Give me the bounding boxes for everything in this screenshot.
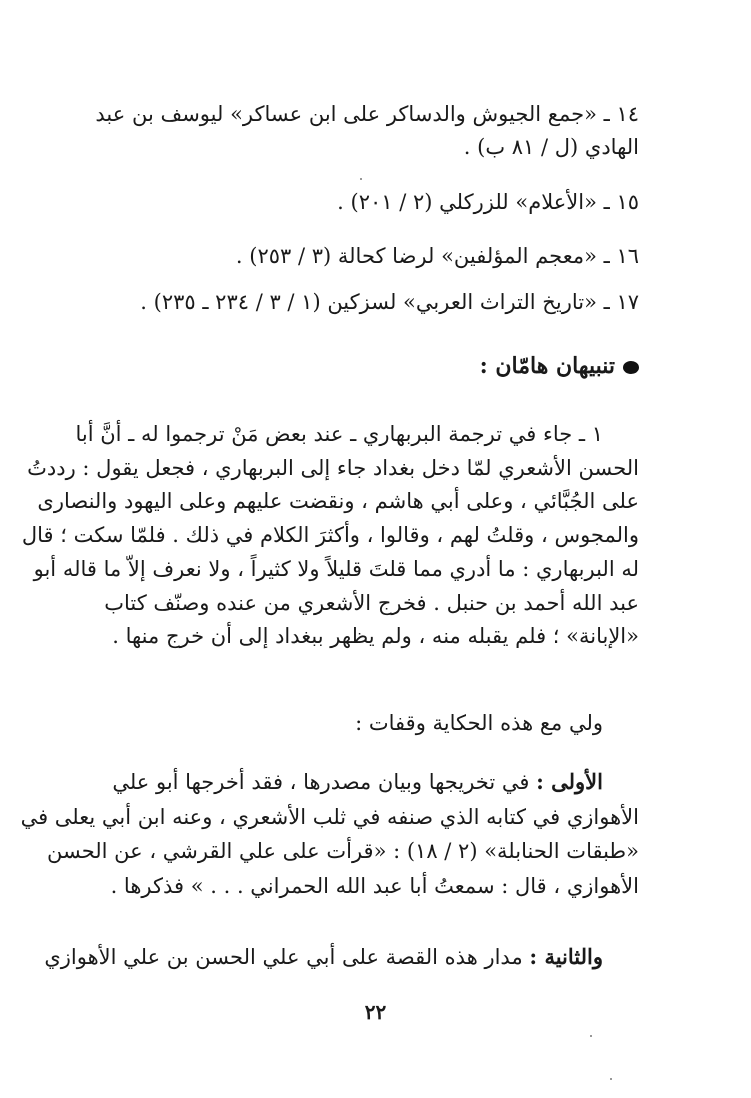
reference-line: ١٤ ـ «جمع الجيوش والدساكر على ابن عساكر» ليوسف بن عبد bbox=[95, 102, 639, 126]
scan-speck bbox=[590, 1035, 592, 1037]
section-heading-text: تنبيهان هامّان : bbox=[479, 353, 615, 379]
section-heading bbox=[480, 349, 639, 383]
reference-item-15 bbox=[121, 186, 639, 219]
reference-item-16 bbox=[121, 240, 639, 273]
first-stance-paragraph bbox=[20, 765, 639, 903]
paragraph-line: والمجوس ، وقلتُ لهم ، وقالوا ، وأكثرَ الكلام في ذلك . فلمّا سكت ؛ قال bbox=[21, 523, 639, 548]
paragraph-line: «الإبانة» ؛ فلم يقبله منه ، ولم يظهر ببغداد إلى أن خرج منها . bbox=[112, 624, 639, 649]
scan-speck bbox=[360, 178, 362, 180]
reference-line: الهادي (ل / ٨١ ب) . bbox=[463, 135, 639, 159]
paragraph-line bbox=[112, 765, 639, 800]
paragraph-line: الأهوازي في كتابه الذي صنفه في ثلب الأشعري ، وعنه ابن أبي يعلى في bbox=[20, 804, 639, 829]
first-stance-text: في تخريجها وبيان مصدرها ، فقد أخرجها أبو علي bbox=[112, 770, 537, 794]
stances-intro bbox=[121, 707, 639, 740]
second-stance-text: مدار هذه القصة على أبي علي الحسن بن علي الأهوازي bbox=[44, 945, 530, 969]
second-stance-label: والثانية : bbox=[529, 944, 603, 969]
paragraph-line: على الجُبَّائي ، وعلى أبي هاشم ، ونقضت عليهم وعلى اليهود والنصارى bbox=[37, 489, 639, 514]
paragraph-line: الحسن الأشعري لمّا دخل بغداد جاء إلى البربهاري ، فجعل يقول : رددتُ bbox=[27, 455, 639, 480]
paragraph-line: «طبقات الحنابلة» (٢ / ١٨) : «قرأت على علي القرشي ، عن الحسن bbox=[46, 839, 639, 863]
bullet-dot-icon bbox=[623, 361, 639, 374]
paragraph-line: عبد الله أحمد بن حنبل . فخرج الأشعري من عنده وصنّف كتاب bbox=[104, 590, 639, 615]
paragraph-line: ولي مع هذه الحكاية وقفات : bbox=[355, 711, 603, 735]
scan-speck bbox=[610, 1078, 612, 1080]
second-stance-paragraph bbox=[44, 940, 639, 974]
paragraph-line: له البربهاري : ما أدري مما قلتَ قليلاً ولا كثيراً ، ولا نعرف إلاّ ما قاله أبو bbox=[33, 556, 639, 581]
paragraph-line: ١ ـ جاء في ترجمة البربهاري ـ عند بعض مَنْ ترجموا له ـ أنَّ أبا bbox=[75, 422, 603, 446]
reference-line: ١٦ ـ «معجم المؤلفين» لرضا كحالة (٣ / ٢٥٣) . bbox=[235, 244, 639, 268]
first-stance-label: الأولى : bbox=[536, 769, 603, 794]
note-paragraph-1 bbox=[21, 418, 639, 654]
reference-item-14 bbox=[95, 98, 639, 164]
paragraph-line bbox=[44, 940, 639, 974]
reference-line: ١٧ ـ «تاريخ التراث العربي» لسزكين (١ / ٣ / ٢٣٤ ـ ٢٣٥) . bbox=[140, 290, 639, 314]
reference-line: ١٥ ـ «الأعلام» للزركلي (٢ / ٢٠١) . bbox=[337, 190, 639, 214]
reference-item-17 bbox=[121, 286, 639, 319]
page-number: ٢٢ bbox=[364, 1000, 387, 1024]
paragraph-line: الأهوازي ، قال : سمعتُ أبا عبد الله الحمراني . . . » فذكرها . bbox=[110, 873, 639, 898]
